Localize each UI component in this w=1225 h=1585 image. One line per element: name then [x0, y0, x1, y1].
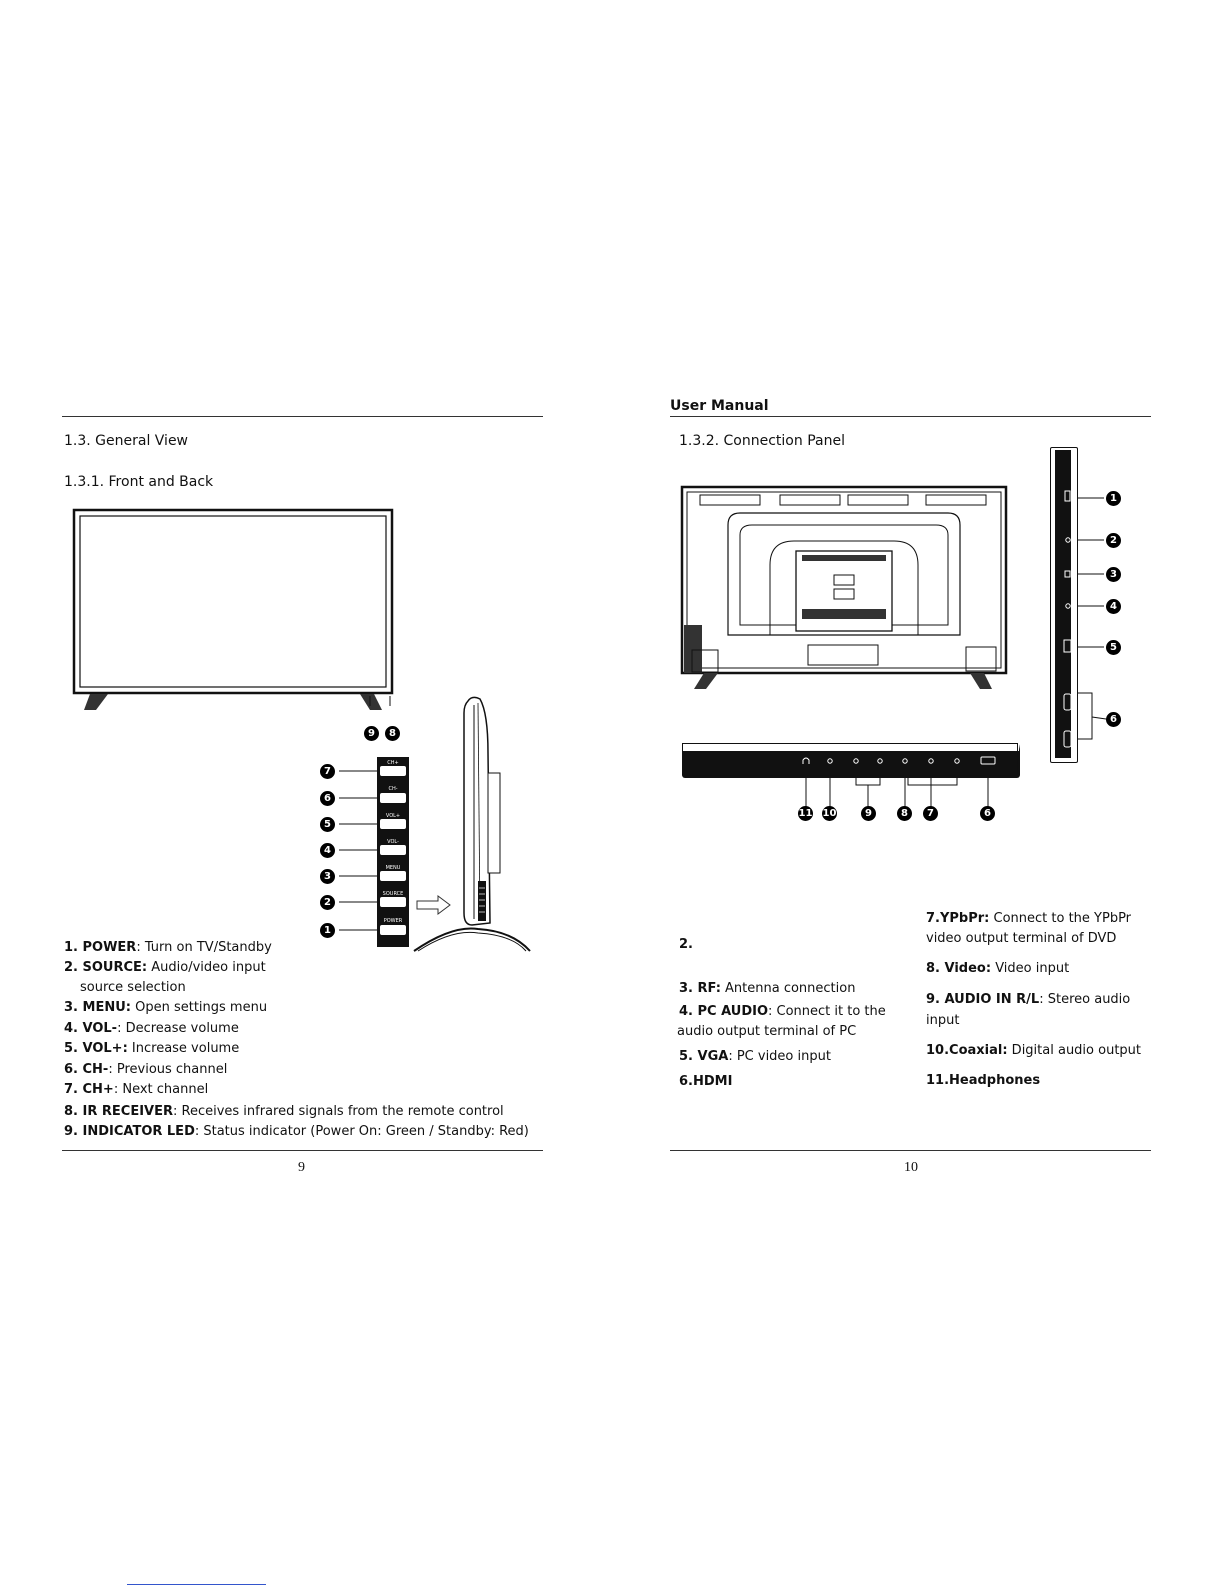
panel-label-volminus: VOL-: [387, 839, 399, 845]
badge-led: 9: [364, 726, 379, 741]
top-rule-left: [62, 416, 543, 417]
item-source-cont: source selection: [80, 980, 186, 995]
item-2: 2.: [679, 937, 693, 952]
subsection-title-front-back: 1.3.1. Front and Back: [64, 474, 214, 490]
panel-label-chminus: CH-: [388, 786, 398, 792]
panel-button-chplus: [380, 766, 406, 776]
item-ypbpr: 7.YPbPr: Connect to the YPbPr: [926, 911, 1132, 926]
top-rule-right: [670, 416, 1151, 417]
item-pc-audio-cont: audio output terminal of PC: [677, 1024, 857, 1039]
badge-menu: 3: [320, 869, 335, 884]
panel-button-volplus: [380, 819, 406, 829]
page-number-right: 10: [904, 1160, 918, 1175]
subsection-title-connection: 1.3.2. Connection Panel: [679, 433, 845, 449]
item-pc-audio: 4. PC AUDIO: Connect it to the: [679, 1004, 886, 1019]
side-badge-3: 3: [1106, 567, 1121, 582]
page-number-left: 9: [298, 1160, 305, 1175]
panel-button-menu: [380, 871, 406, 881]
badge-ir: 8: [385, 726, 400, 741]
bottom-badge-7: 7: [923, 806, 938, 821]
item-coaxial: 10.Coaxial: Digital audio output: [926, 1043, 1142, 1058]
badge-volminus: 4: [320, 843, 335, 858]
bottom-ports-and-leaders: [682, 743, 1018, 815]
bottom-badge-9: 9: [861, 806, 876, 821]
panel-label-source: SOURCE: [382, 891, 404, 897]
item-volplus: 5. VOL+: Increase volume: [64, 1041, 240, 1056]
item-chplus: 7. CH+: Next channel: [64, 1082, 209, 1097]
panel-leader-lines: [335, 757, 379, 947]
panel-label-chplus: CH+: [387, 760, 399, 766]
side-badge-6: 6: [1106, 712, 1121, 727]
item-hdmi: 6.HDMI: [679, 1074, 733, 1089]
panel-label-menu: MENU: [385, 865, 401, 871]
tv-side-illustration: [412, 693, 537, 955]
panel-label-volplus: VOL+: [385, 813, 401, 819]
item-rf: 3. RF: Antenna connection: [679, 981, 856, 996]
item-chminus: 6. CH-: Previous channel: [64, 1062, 228, 1077]
button-panel: [377, 757, 409, 947]
panel-button-chminus: [380, 793, 406, 803]
item-source: 2. SOURCE: Audio/video input: [64, 960, 266, 975]
panel-label-power: POWER: [383, 918, 403, 924]
item-volminus: 4. VOL-: Decrease volume: [64, 1021, 239, 1036]
item-vga: 5. VGA: PC video input: [679, 1049, 831, 1064]
side-badge-2: 2: [1106, 533, 1121, 548]
section-title: 1.3. General View: [64, 433, 189, 449]
item-video: 8. Video: Video input: [926, 961, 1070, 976]
bottom-badge-8: 8: [897, 806, 912, 821]
tv-front-illustration: [72, 508, 402, 718]
item-ir-receiver: 8. IR RECEIVER: Receives infrared signals from the remote control: [64, 1104, 504, 1119]
side-badge-5: 5: [1106, 640, 1121, 655]
badge-power: 1: [320, 923, 335, 938]
header-title: User Manual: [670, 398, 769, 414]
panel-button-volminus: [380, 845, 406, 855]
item-indicator-led: 9. INDICATOR LED: Status indicator (Power On: Green / Standby: Red): [64, 1124, 529, 1139]
item-ypbpr-cont: video output terminal of DVD: [926, 931, 1117, 946]
item-headphones: 11.Headphones: [926, 1073, 1041, 1088]
tv-back-illustration: [680, 485, 1010, 691]
bottom-badge-11: 11: [798, 808, 813, 819]
badge-chminus: 6: [320, 791, 335, 806]
side-badge-1: 1: [1106, 491, 1121, 506]
bottom-rule-left: [62, 1150, 543, 1151]
item-audio-in-cont: input: [926, 1013, 960, 1028]
bottom-badge-10: 10: [822, 808, 837, 819]
badge-chplus: 7: [320, 764, 335, 779]
panel-button-power: [380, 925, 406, 935]
bottom-rule-right: [670, 1150, 1151, 1151]
item-power: 1. POWER: Turn on TV/Standby: [64, 940, 272, 955]
item-menu: 3. MENU: Open settings menu: [64, 1000, 268, 1015]
badge-volplus: 5: [320, 817, 335, 832]
badge-source: 2: [320, 895, 335, 910]
bottom-badge-6: 6: [980, 806, 995, 821]
panel-button-source: [380, 897, 406, 907]
side-badge-4: 4: [1106, 599, 1121, 614]
item-audio-in: 9. AUDIO IN R/L: Stereo audio: [926, 992, 1131, 1007]
side-ports-and-leaders: [1050, 447, 1140, 761]
